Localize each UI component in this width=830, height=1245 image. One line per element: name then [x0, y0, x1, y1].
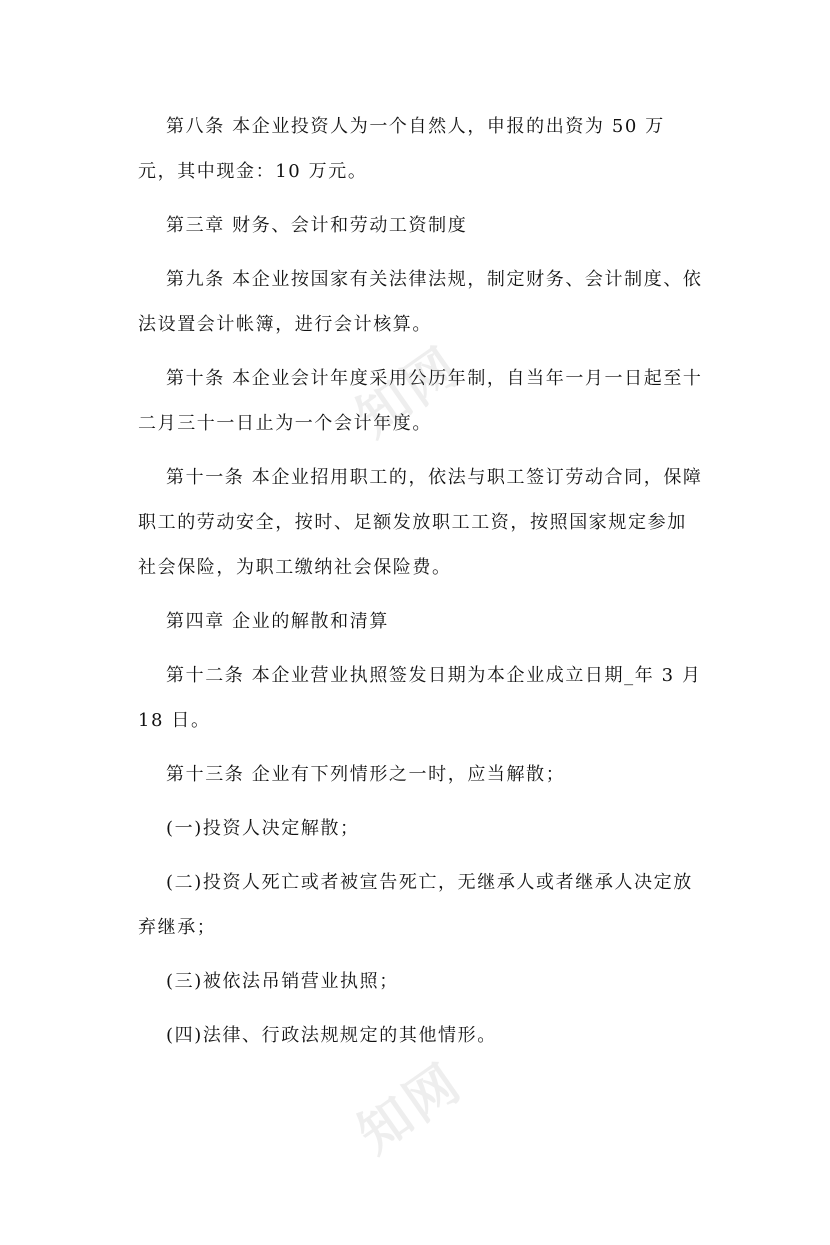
- dissolution-item-4: (四)法律、行政法规规定的其他情形。: [166, 1025, 497, 1046]
- chapter-3-heading: 第三章 财务、会计和劳动工资制度: [166, 215, 468, 236]
- document-body: [138, 104, 703, 1067]
- article-10: 第十条 本企业会计年度采用公历年制，自当年一月一日起至十二月三十一日止为一个会计年度。: [138, 368, 703, 434]
- watermark-text: 知网: [346, 335, 473, 450]
- article-9: 第九条 本企业按国家有关法律法规，制定财务、会计制度、依法设置会计帐簿，进行会计核算。: [138, 269, 703, 335]
- dissolution-item-3: (三)被依法吊销营业执照；: [166, 971, 399, 992]
- dissolution-item-1: (一)投资人决定解散；: [166, 818, 360, 839]
- article-11: 第十一条 本企业招用职工的，依法与职工签订劳动合同，保障职工的劳动安全，按时、足额发放职工工资，按照国家规定参加社会保险，为职工缴纳社会保险费。: [138, 467, 703, 578]
- article-12: 第十二条 本企业营业执照签发日期为本企业成立日期_年 3 月18 日。: [138, 665, 702, 731]
- dissolution-item-2: (二)投资人死亡或者被宣告死亡，无继承人或者继承人决定放弃继承；: [138, 872, 693, 938]
- article-13: 第十三条 企业有下列情形之一时，应当解散；: [166, 764, 566, 785]
- watermark-text: 知网: [347, 1051, 474, 1166]
- article-8: 第八条 本企业投资人为一个自然人，申报的出资为 50 万元，其中现金：10 万元。: [138, 116, 665, 182]
- chapter-4-heading: 第四章 企业的解散和清算: [166, 611, 389, 632]
